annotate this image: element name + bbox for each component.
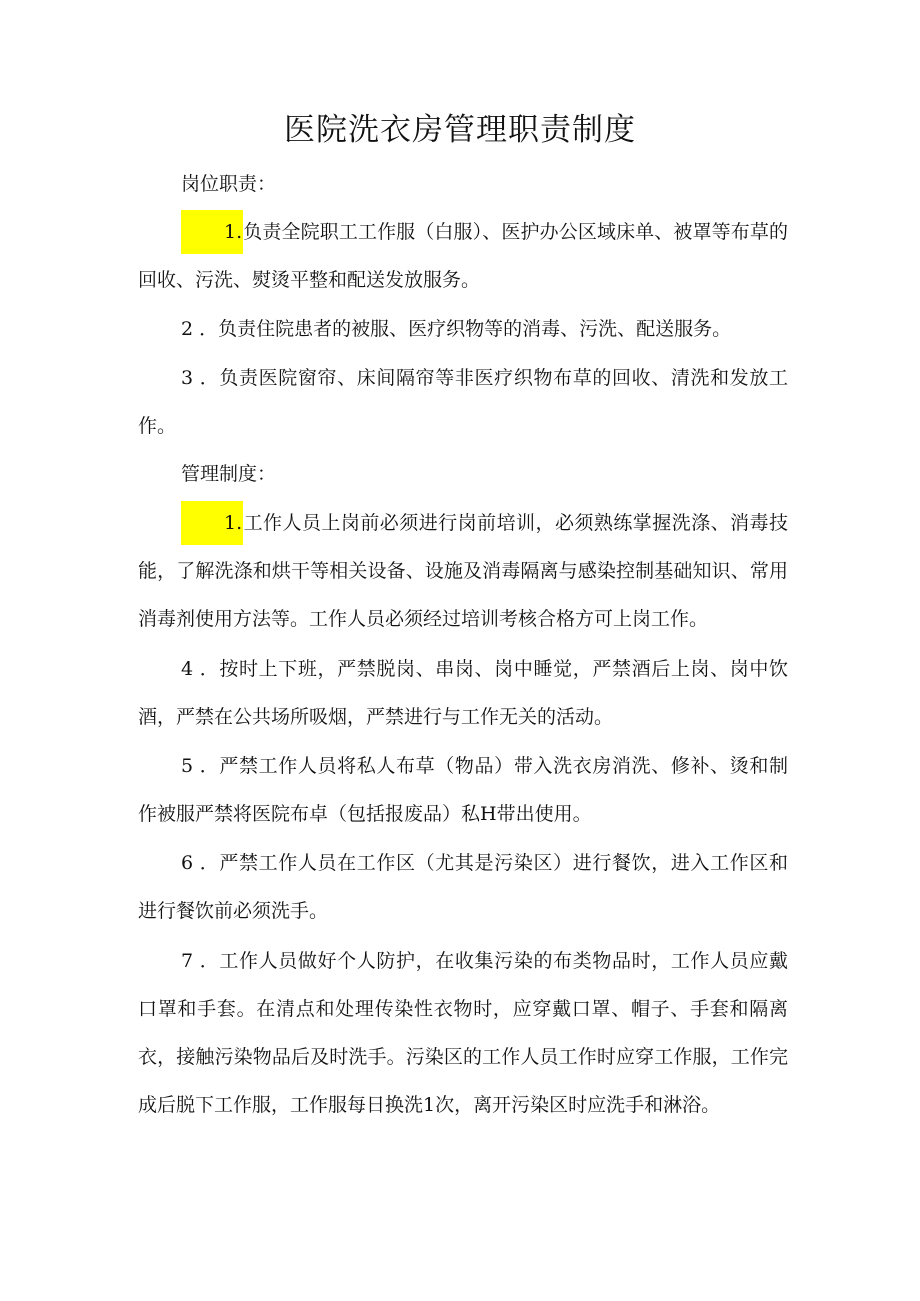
item-number: 1. [181, 210, 243, 254]
item-text: 工作人员上岗前必须进行岗前培训，必须熟练掌握洗涤、消毒技能，了解洗涤和烘干等相关设备、设施及消毒隔离与感染控制基础知识、常用消毒剂使用方法等。工作人员必须经过培训考核合格方可上岗工作。 [138, 512, 788, 630]
item-number: 7 ． [181, 950, 220, 972]
duty-item-1 [138, 208, 788, 304]
item-text: 负责住院患者的被服、医疗织物等的消毒、污洗、配送服务。 [218, 318, 732, 340]
rule-item-4 [138, 645, 788, 741]
duty-item-3 [138, 354, 788, 450]
item-text: 按时上下班，严禁脱岗、串岗、岗中睡觉，严禁酒后上岗、岗中饮酒，严禁在公共场所吸烟，严禁进行与工作无关的活动。 [138, 658, 788, 728]
rule-item-6 [138, 839, 788, 935]
item-text: 负责全院职工工作服（白服）、医护办公区域床单、被罩等布草的回收、污洗、熨烫平整和配送发放服务。 [138, 221, 788, 291]
item-number: 5 ． [181, 755, 220, 777]
rule-item-7 [138, 937, 788, 1129]
section-heading-rules: 管理制度： [181, 463, 277, 485]
item-number: 2 ． [181, 318, 219, 340]
duty-item-2 [138, 305, 788, 353]
item-number: 6 ． [181, 852, 220, 874]
item-text: 负责医院窗帘、床间隔帘等非医疗织物布草的回收、清洗和发放工作。 [138, 367, 788, 437]
section-heading-duties: 岗位职责： [181, 173, 277, 195]
item-number: 1. [181, 501, 243, 545]
rule-item-1 [138, 499, 788, 643]
item-text: 工作人员做好个人防护，在收集污染的布类物品时，工作人员应戴口罩和手套。在清点和处理传染性衣物时，应穿戴口罩、帽子、手套和隔离衣，接触污染物品后及时洗手。污染区的工作人员工作时应穿工作服，工作完成后脱下工作服，工作服每日换洗1次，离开污染区时应洗手和淋浴。 [138, 950, 788, 1116]
item-number: 4 ． [181, 658, 220, 680]
item-text: 严禁工作人员将私人布草（物品）带入洗衣房消洗、修补、烫和制作被服严禁将医院布卓（包括报废品）私H带出使用。 [138, 755, 788, 825]
rule-item-5 [138, 742, 788, 838]
item-number: 3 ． [181, 367, 220, 389]
item-text: 严禁工作人员在工作区（尤其是污染区）进行餐饮，进入工作区和进行餐饮前必须洗手。 [138, 852, 788, 922]
document-title: 医院洗衣房管理职责制度 [284, 112, 636, 148]
